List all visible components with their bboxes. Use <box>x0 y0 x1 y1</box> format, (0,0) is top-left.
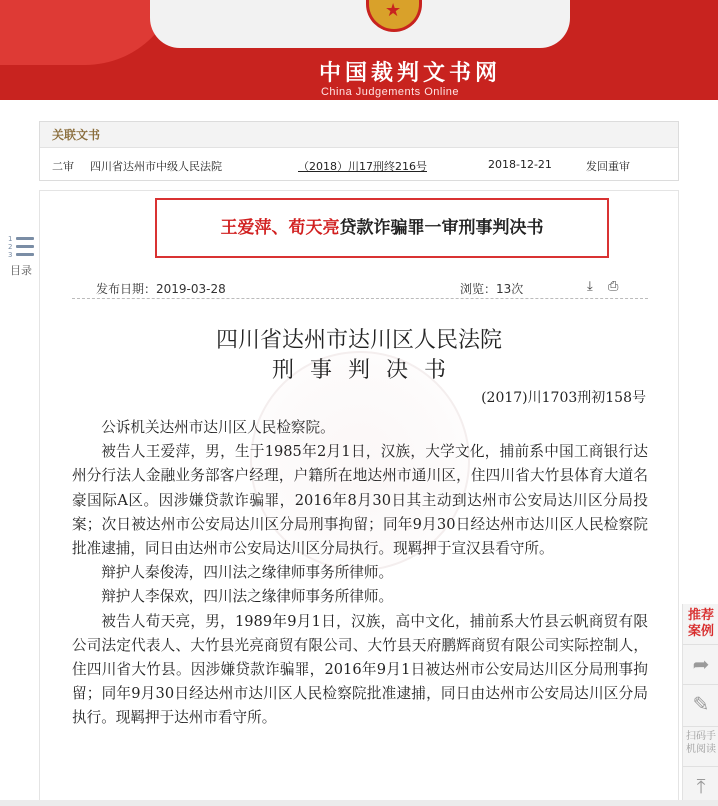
site-header-banner <box>0 0 718 100</box>
edit-icon[interactable]: ✎ <box>683 684 718 722</box>
related-documents-heading: 关联文书 <box>40 122 678 148</box>
case-number: (2017)川1703刑初158号 <box>481 390 646 406</box>
site-subtitle: China Judgements Online <box>320 86 460 98</box>
paragraph: 公诉机关达州市达川区人民检察院。 <box>101 419 335 436</box>
side-tool-panel <box>682 604 718 806</box>
paragraph: 辩护人李保欢，四川法之缘律师事务所律师。 <box>101 588 394 606</box>
toc-button[interactable] <box>8 236 36 280</box>
banner-panel <box>150 0 570 48</box>
toc-label: 目录 <box>10 264 32 277</box>
related-document-row[interactable] <box>40 148 678 180</box>
print-icon[interactable]: ⎙ <box>608 279 619 294</box>
national-emblem-icon: ★ <box>366 0 422 32</box>
related-case-number-link[interactable]: （2018）川17刑终216号 <box>298 160 427 173</box>
document-type: 刑事判决书 <box>271 358 462 383</box>
document-title-names: 王爱萍、荀天亮 <box>220 218 340 238</box>
related-court: 四川省达州市中级人民法院 <box>90 160 222 173</box>
court-name: 四川省达州市达川区人民法院 <box>215 328 502 353</box>
paragraph: 辩护人秦俊涛，四川法之缘律师事务所律师。 <box>101 564 394 582</box>
share-icon[interactable]: ➦ <box>683 644 718 682</box>
document-title-text: 贷款诈骗罪一审刑事判决书 <box>339 218 544 238</box>
horizontal-scrollbar[interactable] <box>0 800 718 806</box>
document-body <box>72 416 648 731</box>
back-to-top-icon[interactable]: ⤒ <box>683 766 718 804</box>
download-icon[interactable]: ⤓ <box>587 279 593 294</box>
paragraph: 被告人荀天亮，男，1989年9月1日，汉族，高中文化，捕前系大竹县云帆商贸有限公司法定代表人、大竹县光亮商贸有限公司、大竹县天府鹏辉商贸有限公司实际控制人，住四川省大竹县。因涉嫌贷款诈骗罪，2016年9月1日被达州市公安局达川区分局刑事拘留；同年9月30日经达州市达川区人民检察院批准逮捕，同日由达州市公安局达川区分局执行。现羁押于达州市看守所。 <box>72 612 648 727</box>
document-title <box>155 198 609 258</box>
document-container <box>39 190 679 806</box>
recommend-cases-button[interactable]: 推荐案例 <box>687 608 714 639</box>
view-count: 浏览：13次 <box>460 282 524 296</box>
related-documents-box <box>39 121 679 181</box>
toc-list-icon: 1 2 3 <box>8 236 34 260</box>
related-result: 发回重审 <box>586 160 630 173</box>
site-title[interactable]: 中国裁判文书网 <box>318 61 501 86</box>
paragraph: 被告人王爱萍，男，生于1985年2月1日，汉族，大学文化，捕前系中国工商银行达州分行法人金融业务部客户经理，户籍所在地达州市通川区，住四川省大竹县体育大道名豪国际A区。因涉嫌贷款诈骗罪，2016年8月30日其主动到达州市公安局达川区分局投案；次日被达州市公安局达川区分局刑事拘留；同年9月30日经达州市达川区人民检察院批准逮捕，同日由达州市公安局达川区分局执行。现羁押于宣汉县看守所。 <box>72 443 648 558</box>
document-meta-bar <box>72 279 648 299</box>
scan-to-read-button[interactable]: 扫码手机阅读 <box>683 726 718 762</box>
related-trial-level: 二审 <box>52 160 74 173</box>
related-date: 2018-12-21 <box>488 158 552 171</box>
publish-date: 发布日期：2019-03-28 <box>96 282 226 296</box>
